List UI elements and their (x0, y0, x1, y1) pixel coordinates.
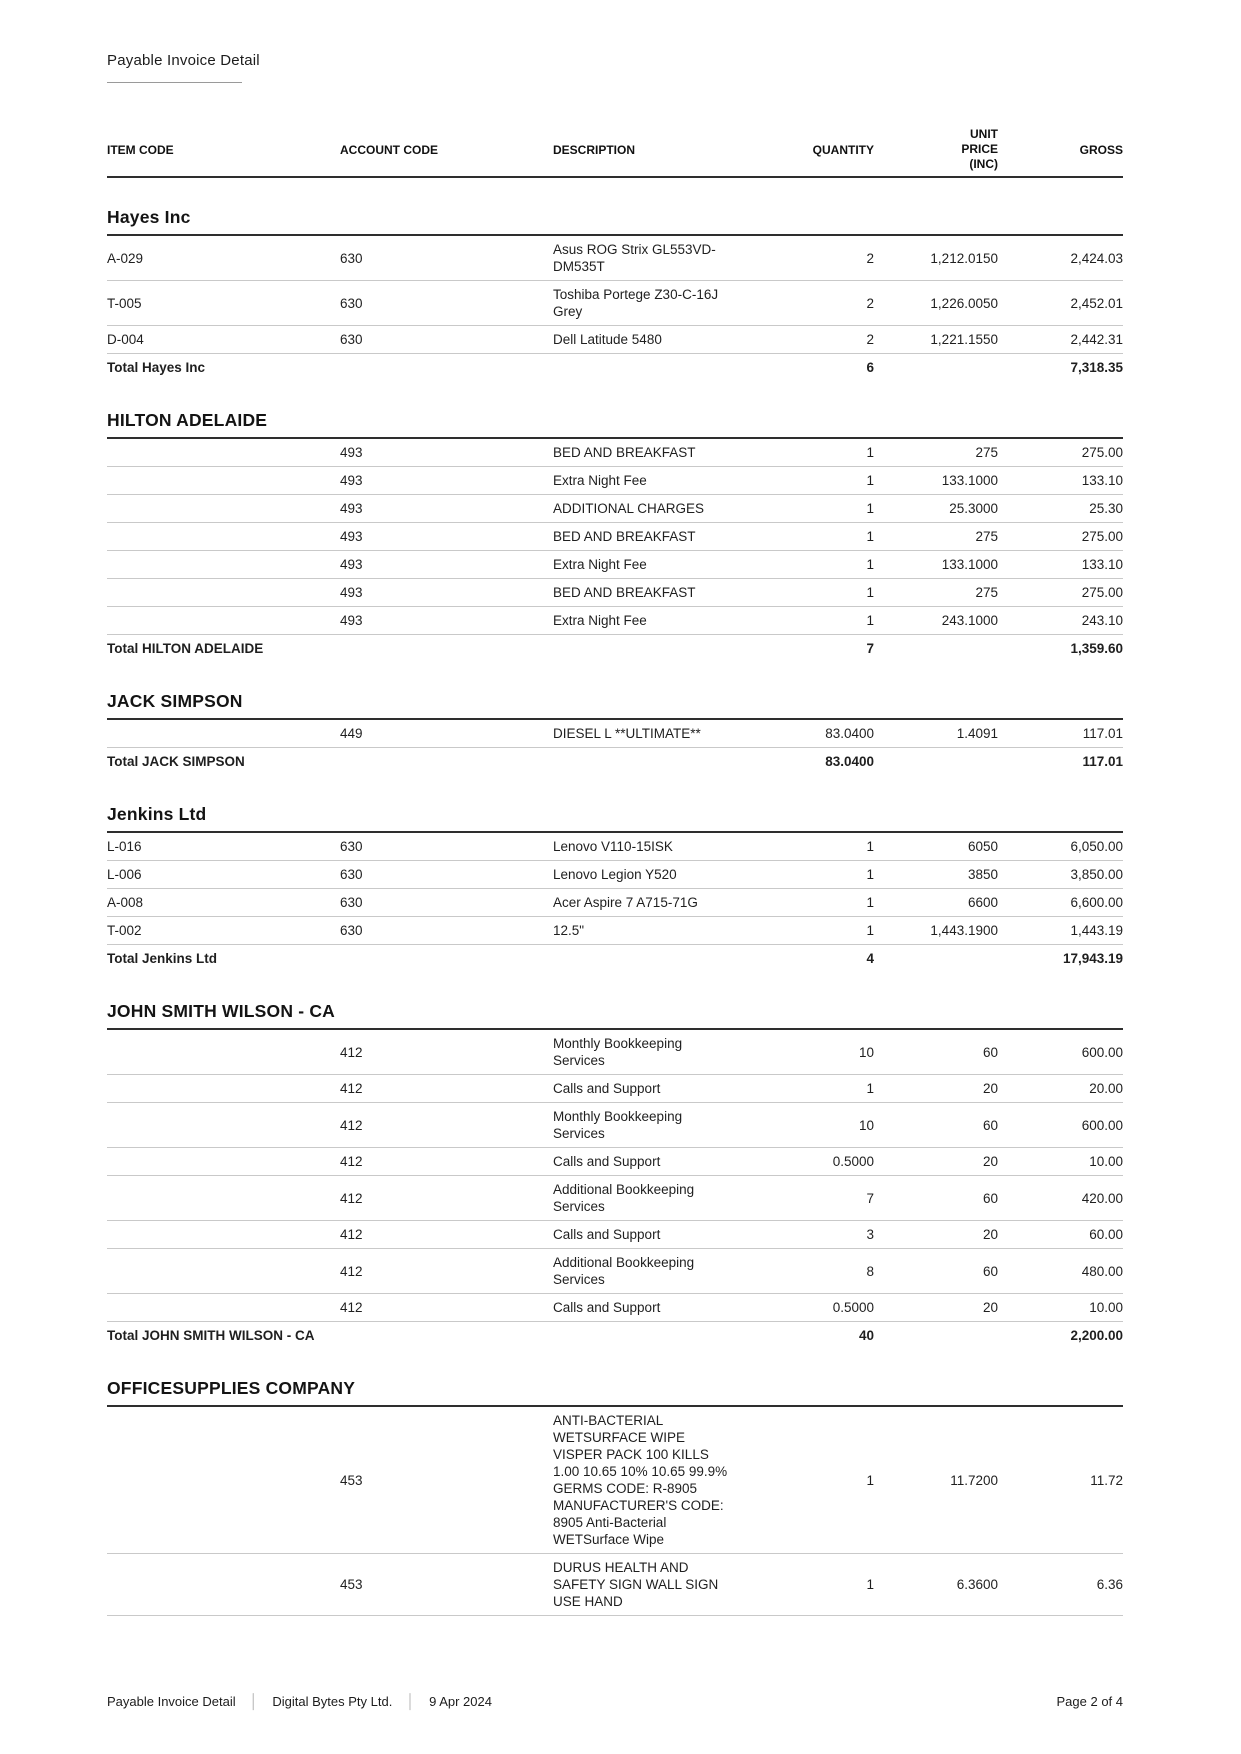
table-row (107, 1176, 1123, 1221)
cell-item-code: L-016 (107, 839, 142, 854)
cell-item-code: A-008 (107, 895, 144, 910)
cell-quantity: 1 (866, 1577, 874, 1592)
cell-quantity: 2 (866, 295, 874, 311)
table-row (107, 1148, 1123, 1176)
cell-unit-price: 133.1000 (941, 557, 998, 572)
vendor-section (107, 410, 1123, 662)
cell-quantity: 8 (866, 1263, 874, 1279)
cell-item-code: T-002 (107, 923, 142, 938)
cell-account-code: 630 (340, 332, 363, 347)
table-row (107, 326, 1123, 354)
vendor-total-quantity: 83.0400 (825, 754, 874, 769)
cell-description: Calls and Support (553, 1154, 661, 1169)
footer-page-number: Page 2 of 4 (1056, 1693, 1123, 1709)
vendor-total-quantity: 40 (858, 1328, 874, 1343)
column-header-account-code: ACCOUNT CODE (340, 142, 438, 157)
table-row (107, 720, 1123, 748)
cell-gross: 600.00 (1081, 1044, 1123, 1060)
vendor-section (107, 207, 1123, 381)
cell-unit-price: 1,212.0150 (930, 250, 998, 266)
vendor-section (107, 691, 1123, 775)
vendor-total-gross: 1,359.60 (1070, 641, 1123, 656)
vendor-total-row (107, 1322, 1123, 1349)
title-underline (107, 82, 242, 83)
cell-description: Additional Bookkeeping Services (553, 1255, 695, 1287)
cell-quantity: 0.5000 (832, 1300, 874, 1315)
table-row (107, 1221, 1123, 1249)
cell-unit-price: 6600 (967, 895, 998, 910)
cell-account-code: 493 (340, 613, 363, 628)
cell-quantity: 1 (866, 1472, 874, 1488)
cell-description: BED AND BREAKFAST (553, 529, 696, 544)
cell-unit-price: 275 (975, 529, 998, 544)
invoice-table-body (107, 207, 1123, 1616)
cell-account-code: 630 (340, 295, 363, 311)
cell-gross: 11.72 (1090, 1472, 1123, 1488)
cell-description: Lenovo Legion Y520 (553, 867, 677, 882)
cell-account-code: 412 (340, 1081, 363, 1096)
cell-account-code: 412 (340, 1044, 363, 1060)
vendor-total-gross: 117.01 (1082, 754, 1123, 769)
cell-quantity: 1 (866, 473, 874, 488)
unit-price-header-line-3: (INC) (969, 157, 998, 171)
cell-account-code: 453 (340, 1472, 363, 1488)
table-row (107, 495, 1123, 523)
cell-gross: 2,424.03 (1070, 250, 1123, 266)
cell-unit-price: 20 (982, 1300, 998, 1315)
cell-unit-price: 60 (982, 1263, 998, 1279)
cell-quantity: 1 (866, 613, 874, 628)
cell-quantity: 1 (866, 501, 874, 516)
cell-account-code: 412 (340, 1117, 363, 1133)
table-row (107, 467, 1123, 495)
cell-gross: 2,442.31 (1070, 332, 1123, 347)
cell-description: Asus ROG Strix GL553VD-DM535T (553, 242, 716, 274)
cell-quantity: 1 (866, 867, 874, 882)
cell-gross: 275.00 (1081, 445, 1123, 460)
footer-separator: │ (249, 1693, 259, 1709)
cell-item-code: A-029 (107, 250, 144, 266)
cell-description: BED AND BREAKFAST (553, 445, 696, 460)
vendor-name: Jenkins Ltd (107, 804, 1123, 833)
cell-quantity: 10 (858, 1044, 874, 1060)
table-row (107, 833, 1123, 861)
cell-description: Toshiba Portege Z30-C-16J Grey (553, 287, 719, 319)
cell-unit-price: 1,226.0050 (930, 295, 998, 311)
cell-gross: 420.00 (1081, 1190, 1123, 1206)
table-row (107, 281, 1123, 326)
table-row (107, 889, 1123, 917)
cell-description: ANTI-BACTERIAL WETSURFACE WIPE VISPER PACK 100 KILLS 1.00 10.65 10% 10.65 99.9% GERMS CODE: R-8905 MANUFACTURER'S CODE: 8905 Anti-Bacterial WETSurface Wipe (553, 1413, 728, 1547)
cell-gross: 6,600.00 (1070, 895, 1123, 910)
vendor-total-quantity: 4 (866, 951, 874, 966)
cell-gross: 243.10 (1081, 613, 1123, 628)
cell-quantity: 1 (866, 585, 874, 600)
table-row (107, 551, 1123, 579)
vendor-total-label: Total JACK SIMPSON (107, 754, 245, 769)
cell-gross: 133.10 (1081, 473, 1123, 488)
vendor-total-row (107, 945, 1123, 972)
cell-item-code: D-004 (107, 332, 144, 347)
cell-account-code: 630 (340, 923, 363, 938)
cell-description: 12.5" (553, 923, 585, 938)
vendor-name: JACK SIMPSON (107, 691, 1123, 720)
unit-price-header-line-1: UNIT (970, 127, 998, 141)
cell-gross: 480.00 (1081, 1263, 1123, 1279)
cell-gross: 6.36 (1096, 1577, 1123, 1592)
footer-separator: │ (406, 1693, 416, 1709)
vendor-section (107, 804, 1123, 972)
table-row (107, 917, 1123, 945)
vendor-name: HILTON ADELAIDE (107, 410, 1123, 439)
cell-description: Calls and Support (553, 1300, 661, 1315)
cell-unit-price: 60 (982, 1117, 998, 1133)
cell-description: Monthly Bookkeeping Services (553, 1109, 683, 1141)
cell-unit-price: 275 (975, 585, 998, 600)
cell-gross: 117.01 (1082, 726, 1123, 741)
table-row (107, 1075, 1123, 1103)
unit-price-header-line-2: PRICE (961, 142, 998, 156)
cell-unit-price: 1,221.1550 (930, 332, 998, 347)
table-row (107, 579, 1123, 607)
cell-gross: 25.30 (1089, 501, 1123, 516)
table-row (107, 1294, 1123, 1322)
cell-gross: 60.00 (1089, 1227, 1123, 1242)
cell-unit-price: 3850 (967, 867, 998, 882)
vendor-total-row (107, 635, 1123, 662)
cell-item-code: T-005 (107, 295, 142, 311)
vendor-total-gross: 17,943.19 (1062, 951, 1123, 966)
cell-account-code: 412 (340, 1227, 363, 1242)
page-footer (107, 1693, 1123, 1709)
page-title: Payable Invoice Detail (107, 52, 260, 69)
cell-description: Lenovo V110-15ISK (553, 839, 673, 854)
vendor-total-quantity: 7 (866, 641, 874, 656)
table-row (107, 523, 1123, 551)
cell-account-code: 412 (340, 1154, 363, 1169)
vendor-total-label: Total Hayes Inc (107, 360, 206, 375)
report-content (107, 0, 1123, 1616)
cell-description: BED AND BREAKFAST (553, 585, 696, 600)
cell-gross: 1,443.19 (1070, 923, 1123, 938)
cell-unit-price: 60 (982, 1044, 998, 1060)
vendor-section (107, 1001, 1123, 1349)
column-header-gross: GROSS (1079, 142, 1123, 157)
column-header-item-code: ITEM CODE (107, 142, 174, 157)
vendor-name: Hayes Inc (107, 207, 1123, 236)
vendor-total-label: Total Jenkins Ltd (107, 951, 218, 966)
table-row (107, 1030, 1123, 1075)
cell-description: Additional Bookkeeping Services (553, 1182, 695, 1214)
vendor-total-label: Total HILTON ADELAIDE (107, 641, 264, 656)
table-column-header (107, 127, 1123, 178)
cell-account-code: 493 (340, 473, 363, 488)
cell-quantity: 10 (858, 1117, 874, 1133)
table-row (107, 1407, 1123, 1554)
cell-account-code: 493 (340, 501, 363, 516)
cell-quantity: 1 (866, 557, 874, 572)
cell-quantity: 1 (866, 445, 874, 460)
cell-account-code: 630 (340, 839, 363, 854)
cell-unit-price: 11.7200 (950, 1472, 998, 1488)
cell-gross: 600.00 (1081, 1117, 1123, 1133)
vendor-section (107, 1378, 1123, 1616)
cell-account-code: 630 (340, 867, 363, 882)
cell-account-code: 412 (340, 1300, 363, 1315)
cell-unit-price: 6050 (967, 839, 998, 854)
cell-description: Calls and Support (553, 1227, 661, 1242)
cell-description: Extra Night Fee (553, 473, 647, 488)
footer-company-name: Digital Bytes Pty Ltd. (272, 1693, 393, 1709)
cell-gross: 3,850.00 (1070, 867, 1123, 882)
vendor-total-gross: 7,318.35 (1070, 360, 1123, 375)
cell-gross: 10.00 (1089, 1300, 1123, 1315)
cell-quantity: 3 (866, 1227, 874, 1242)
cell-gross: 10.00 (1089, 1154, 1123, 1169)
cell-account-code: 493 (340, 585, 363, 600)
table-row (107, 1249, 1123, 1294)
cell-unit-price: 275 (975, 445, 998, 460)
cell-unit-price: 20 (982, 1081, 998, 1096)
cell-gross: 6,050.00 (1070, 839, 1123, 854)
cell-description: Calls and Support (553, 1081, 661, 1096)
vendor-name: OFFICESUPPLIES COMPANY (107, 1378, 1123, 1407)
column-header-description: DESCRIPTION (553, 142, 636, 157)
cell-account-code: 453 (340, 1577, 363, 1592)
cell-description: Acer Aspire 7 A715-71G (553, 895, 698, 910)
table-row (107, 439, 1123, 467)
cell-description: Extra Night Fee (553, 557, 647, 572)
cell-unit-price: 1,443.1900 (930, 923, 998, 938)
table-row (107, 236, 1123, 281)
cell-quantity: 83.0400 (825, 726, 874, 741)
cell-account-code: 412 (340, 1190, 363, 1206)
column-header-unit-price (874, 127, 998, 172)
cell-description: Extra Night Fee (553, 613, 647, 628)
cell-unit-price: 25.3000 (949, 501, 998, 516)
cell-quantity: 1 (866, 895, 874, 910)
cell-gross: 20.00 (1089, 1081, 1123, 1096)
cell-quantity: 1 (866, 529, 874, 544)
vendor-total-row (107, 354, 1123, 381)
cell-description: DIESEL L **ULTIMATE** (553, 726, 701, 741)
cell-unit-price: 243.1000 (941, 613, 998, 628)
cell-quantity: 2 (866, 332, 874, 347)
cell-quantity: 2 (866, 250, 874, 266)
cell-account-code: 493 (340, 529, 363, 544)
footer-date: 9 Apr 2024 (429, 1693, 492, 1709)
cell-item-code: L-006 (107, 867, 142, 882)
cell-description: ADDITIONAL CHARGES (553, 501, 705, 516)
cell-account-code: 493 (340, 445, 363, 460)
cell-gross: 2,452.01 (1070, 295, 1123, 311)
vendor-name: JOHN SMITH WILSON - CA (107, 1001, 1123, 1030)
cell-account-code: 412 (340, 1263, 363, 1279)
cell-quantity: 7 (866, 1190, 874, 1206)
footer-report-name: Payable Invoice Detail (107, 1693, 236, 1709)
cell-gross: 133.10 (1081, 557, 1123, 572)
cell-description: DURUS HEALTH AND SAFETY SIGN WALL SIGN USE HAND (553, 1560, 719, 1609)
cell-quantity: 1 (866, 839, 874, 854)
table-row (107, 1103, 1123, 1148)
cell-unit-price: 20 (982, 1154, 998, 1169)
cell-unit-price: 1.4091 (956, 726, 998, 741)
cell-description: Monthly Bookkeeping Services (553, 1036, 683, 1068)
cell-account-code: 630 (340, 250, 363, 266)
cell-unit-price: 20 (982, 1227, 998, 1242)
cell-quantity: 1 (866, 1081, 874, 1096)
cell-unit-price: 6.3600 (956, 1577, 998, 1592)
cell-account-code: 630 (340, 895, 363, 910)
cell-gross: 275.00 (1081, 529, 1123, 544)
vendor-total-row (107, 748, 1123, 775)
cell-quantity: 1 (866, 923, 874, 938)
cell-unit-price: 60 (982, 1190, 998, 1206)
vendor-total-quantity: 6 (866, 360, 874, 375)
vendor-total-label: Total JOHN SMITH WILSON - CA (107, 1328, 315, 1343)
cell-account-code: 449 (340, 726, 363, 741)
table-row (107, 607, 1123, 635)
table-row (107, 861, 1123, 889)
vendor-total-gross: 2,200.00 (1070, 1328, 1123, 1343)
cell-unit-price: 133.1000 (941, 473, 998, 488)
table-row (107, 1554, 1123, 1616)
column-header-quantity: QUANTITY (812, 142, 874, 157)
cell-gross: 275.00 (1081, 585, 1123, 600)
cell-quantity: 0.5000 (832, 1154, 874, 1169)
cell-account-code: 493 (340, 557, 363, 572)
cell-description: Dell Latitude 5480 (553, 332, 662, 347)
